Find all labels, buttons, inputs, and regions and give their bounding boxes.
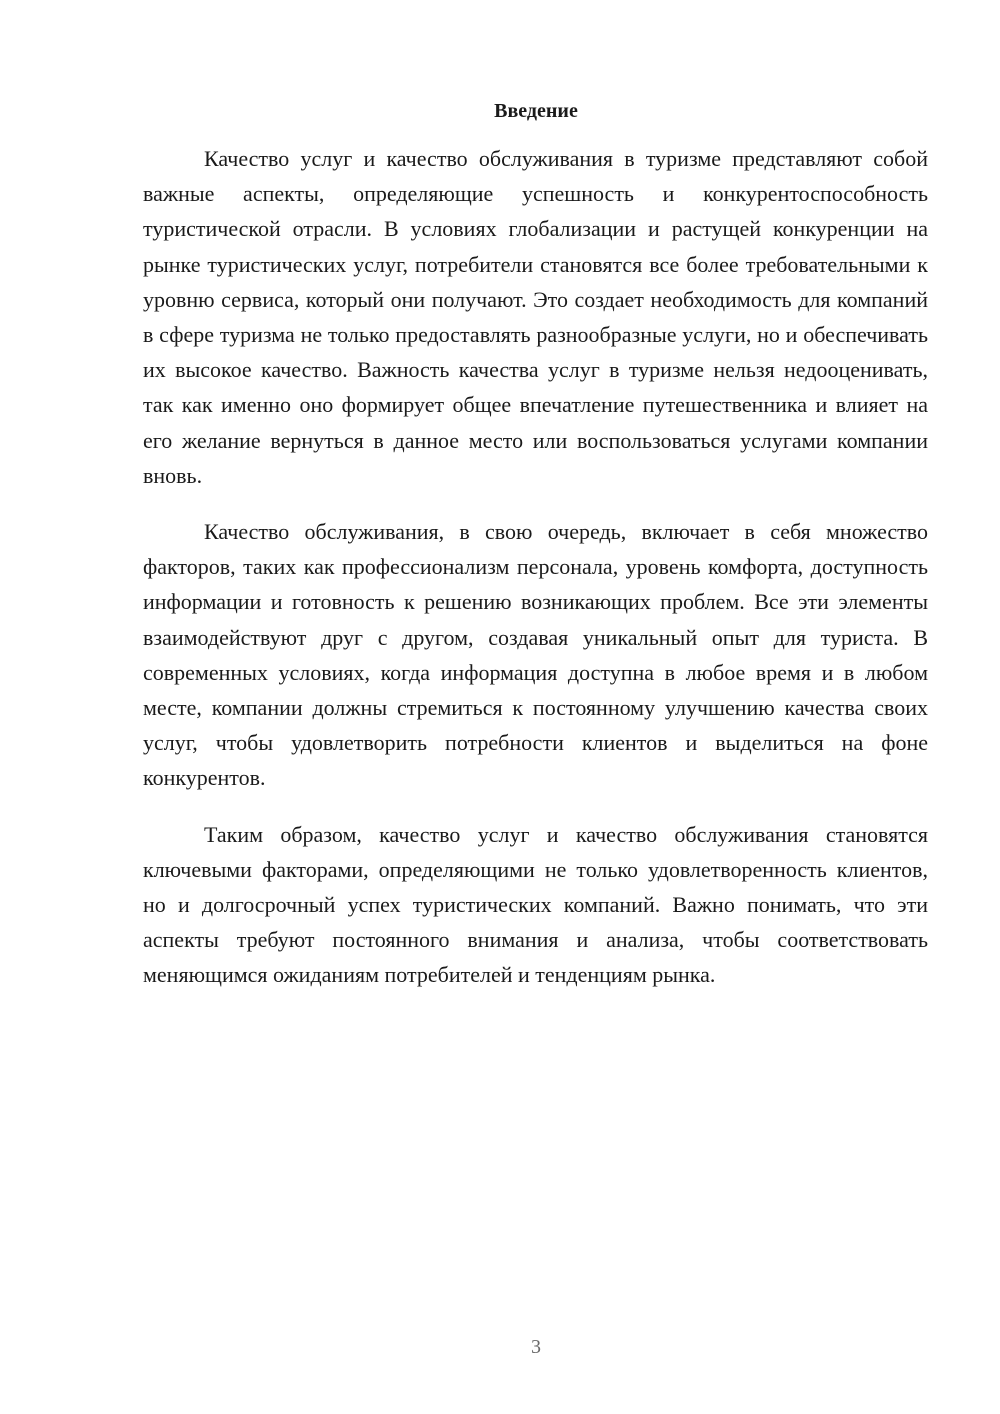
body-text (143, 141, 928, 993)
page-number: 3 (531, 1336, 541, 1358)
paragraph-2: Качество обслуживания, в свою очередь, включает в себя множество факторов, таких как профессионализм персонала, уровень комфорта, доступность информации и готовность к решению возникающих проблем. Все эти элементы взаимодействуют друг с другом, создавая уникальный опыт для туриста. В современных условиях, когда информация доступна в любое время и в любом месте, компании должны стремиться к постоянному улучшению качества своих услуг, чтобы удовлетворить потребности клиентов и выделиться на фоне конкурентов. (143, 519, 928, 791)
paragraph-3: Таким образом, качество услуг и качество обслуживания становятся ключевыми факторами, определяющими не только удовлетворенность клиентов, но и долгосрочный успех туристических компаний. Важно понимать, что эти аспекты требуют постоянного внимания и анализа, чтобы соответствовать меняющимся ожиданиям потребителей и тенденциям рынка. (143, 821, 928, 988)
page-title: Введение (494, 100, 578, 122)
paragraph-1: Качество услуг и качество обслуживания в туризме представляют собой важные аспекты, определяющие успешность и конкурентоспособность туристической отрасли. В условиях глобализации и растущей конкуренции на рынке туристических услуг, потребители становятся все более требовательными к уровню сервиса, который они получают. Это создает необходимость для компаний в сфере туризма не только предоставлять разнообразные услуги, но и обеспечивать их высокое качество. Важность качества услуг в туризме нельзя недооценивать, так как именно оно формирует общее впечатление путешественника и влияет на его желание вернуться в данное место или воспользоваться услугами компании вновь. (143, 146, 928, 488)
